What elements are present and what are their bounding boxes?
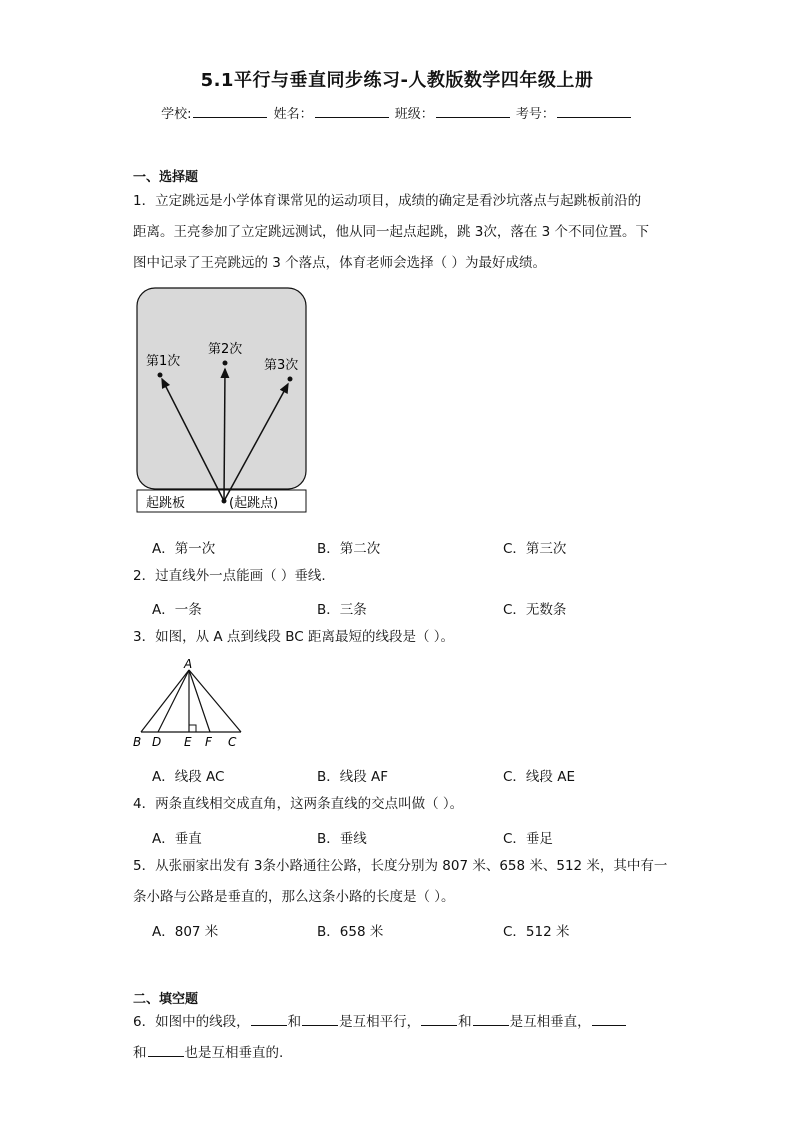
question-1-line-3: 图中记录了王亮跳远的 3 个落点，体育老师会选择（ ）为最好成绩。 xyxy=(133,255,546,271)
q3-option-a[interactable]: A．线段 AC xyxy=(152,769,225,785)
segment-ab xyxy=(141,670,189,732)
question-5-line-2: 条小路与公路是垂直的，那么这条小路的长度是（ ）。 xyxy=(133,889,455,905)
segment-ad xyxy=(158,670,189,732)
section-heading: 二、填空题 xyxy=(133,992,199,1007)
landing-label-2: 第2次 xyxy=(208,342,243,357)
q5-option-a[interactable]: A．807 米 xyxy=(152,924,219,940)
q6-text-d: 和 xyxy=(458,1014,472,1030)
q1-option-b[interactable]: B．第二次 xyxy=(317,541,381,557)
question-1-line-1: 1．立定跳远是小学体育课常见的运动项目，成绩的确定是看沙坑落点与起跳板前沿的 xyxy=(133,193,642,209)
q6-text-g: 也是互相垂直的. xyxy=(184,1045,284,1061)
question-3: 3．如图，从 A 点到线段 BC 距离最短的线段是（ ）。 xyxy=(133,629,454,645)
right-angle-mark xyxy=(189,725,196,732)
question-1-line-2: 距离。王亮参加了立定跳远测试，他从同一起点起跳，跳 3次，落在 3 个不同位置。下 xyxy=(133,224,650,240)
question-6-line-1 xyxy=(133,1007,627,1037)
jump-arrow-2 xyxy=(224,369,225,501)
q3-option-b[interactable]: B．线段 AF xyxy=(317,769,389,785)
q6-blank-3[interactable] xyxy=(421,1013,457,1026)
school-blank[interactable] xyxy=(193,105,267,118)
q6-blank-1[interactable] xyxy=(251,1013,287,1026)
q5-option-c[interactable]: C．512 米 xyxy=(503,924,570,940)
q4-option-b[interactable]: B．垂线 xyxy=(317,831,367,847)
q6-blank-6[interactable] xyxy=(148,1044,184,1057)
point-label-c: C xyxy=(228,735,237,749)
q6-blank-5[interactable] xyxy=(592,1013,626,1026)
q6-text-a: 6．如图中的线段， xyxy=(133,1014,250,1030)
segment-ac xyxy=(189,670,241,732)
q5-option-b[interactable]: B．658 米 xyxy=(317,924,384,940)
school-label: 学校: xyxy=(161,107,192,122)
q6-text-e: 是互相垂直， xyxy=(509,1014,591,1030)
triangle-figure xyxy=(128,656,248,752)
number-blank[interactable] xyxy=(557,105,631,118)
landing-label-3: 第3次 xyxy=(264,358,299,373)
name-label: 姓名： xyxy=(273,107,313,122)
question-5-line-1: 5．从张丽家出发有 3条小路通往公路，长度分别为 807 米、658 米、512 米，其中有一 xyxy=(133,858,668,874)
segment-af xyxy=(189,670,210,732)
landing-point-2 xyxy=(223,361,228,366)
q4-option-a[interactable]: A．垂直 xyxy=(152,831,202,847)
board-label: 起跳板 xyxy=(146,496,186,511)
q1-option-c[interactable]: C．第三次 xyxy=(503,541,567,557)
start-label: (起跳点) xyxy=(229,496,279,511)
question-6-line-2 xyxy=(133,1038,283,1068)
long-jump-figure xyxy=(130,283,315,518)
student-info-line xyxy=(0,103,794,122)
page-title: 5.1平行与垂直同步练习-人教版数学四年级上册 xyxy=(200,70,594,91)
q6-text-c: 是互相平行， xyxy=(339,1014,421,1030)
section-heading: 一、选择题 xyxy=(133,170,199,185)
q1-option-a[interactable]: A．第一次 xyxy=(152,541,216,557)
class-blank[interactable] xyxy=(436,105,510,118)
landing-point-1 xyxy=(158,373,163,378)
q6-text-b: 和 xyxy=(287,1014,302,1030)
start-point xyxy=(222,499,227,504)
q4-option-c[interactable]: C．垂足 xyxy=(503,831,553,847)
q6-blank-2[interactable] xyxy=(302,1013,338,1026)
q6-text-f: 和 xyxy=(133,1045,147,1061)
q2-option-a[interactable]: A．一条 xyxy=(152,602,202,618)
point-label-b: B xyxy=(133,735,142,749)
class-label: 班级： xyxy=(394,107,434,122)
q2-option-b[interactable]: B．三条 xyxy=(317,602,367,618)
point-label-d: D xyxy=(152,735,162,749)
landing-label-1: 第1次 xyxy=(146,354,181,369)
q3-option-c[interactable]: C．线段 AE xyxy=(503,769,575,785)
q6-blank-4[interactable] xyxy=(473,1013,509,1026)
point-label-a: A xyxy=(184,657,193,671)
number-label: 考号： xyxy=(515,107,555,122)
question-2: 2．过直线外一点能画（ ）垂线. xyxy=(133,568,326,584)
name-blank[interactable] xyxy=(315,105,389,118)
sandpit xyxy=(137,288,306,489)
question-4: 4．两条直线相交成直角，这两条直线的交点叫做（ ）。 xyxy=(133,796,464,812)
point-label-f: F xyxy=(205,735,212,749)
point-label-e: E xyxy=(184,735,192,749)
landing-point-3 xyxy=(288,377,293,382)
q2-option-c[interactable]: C．无数条 xyxy=(503,602,567,618)
